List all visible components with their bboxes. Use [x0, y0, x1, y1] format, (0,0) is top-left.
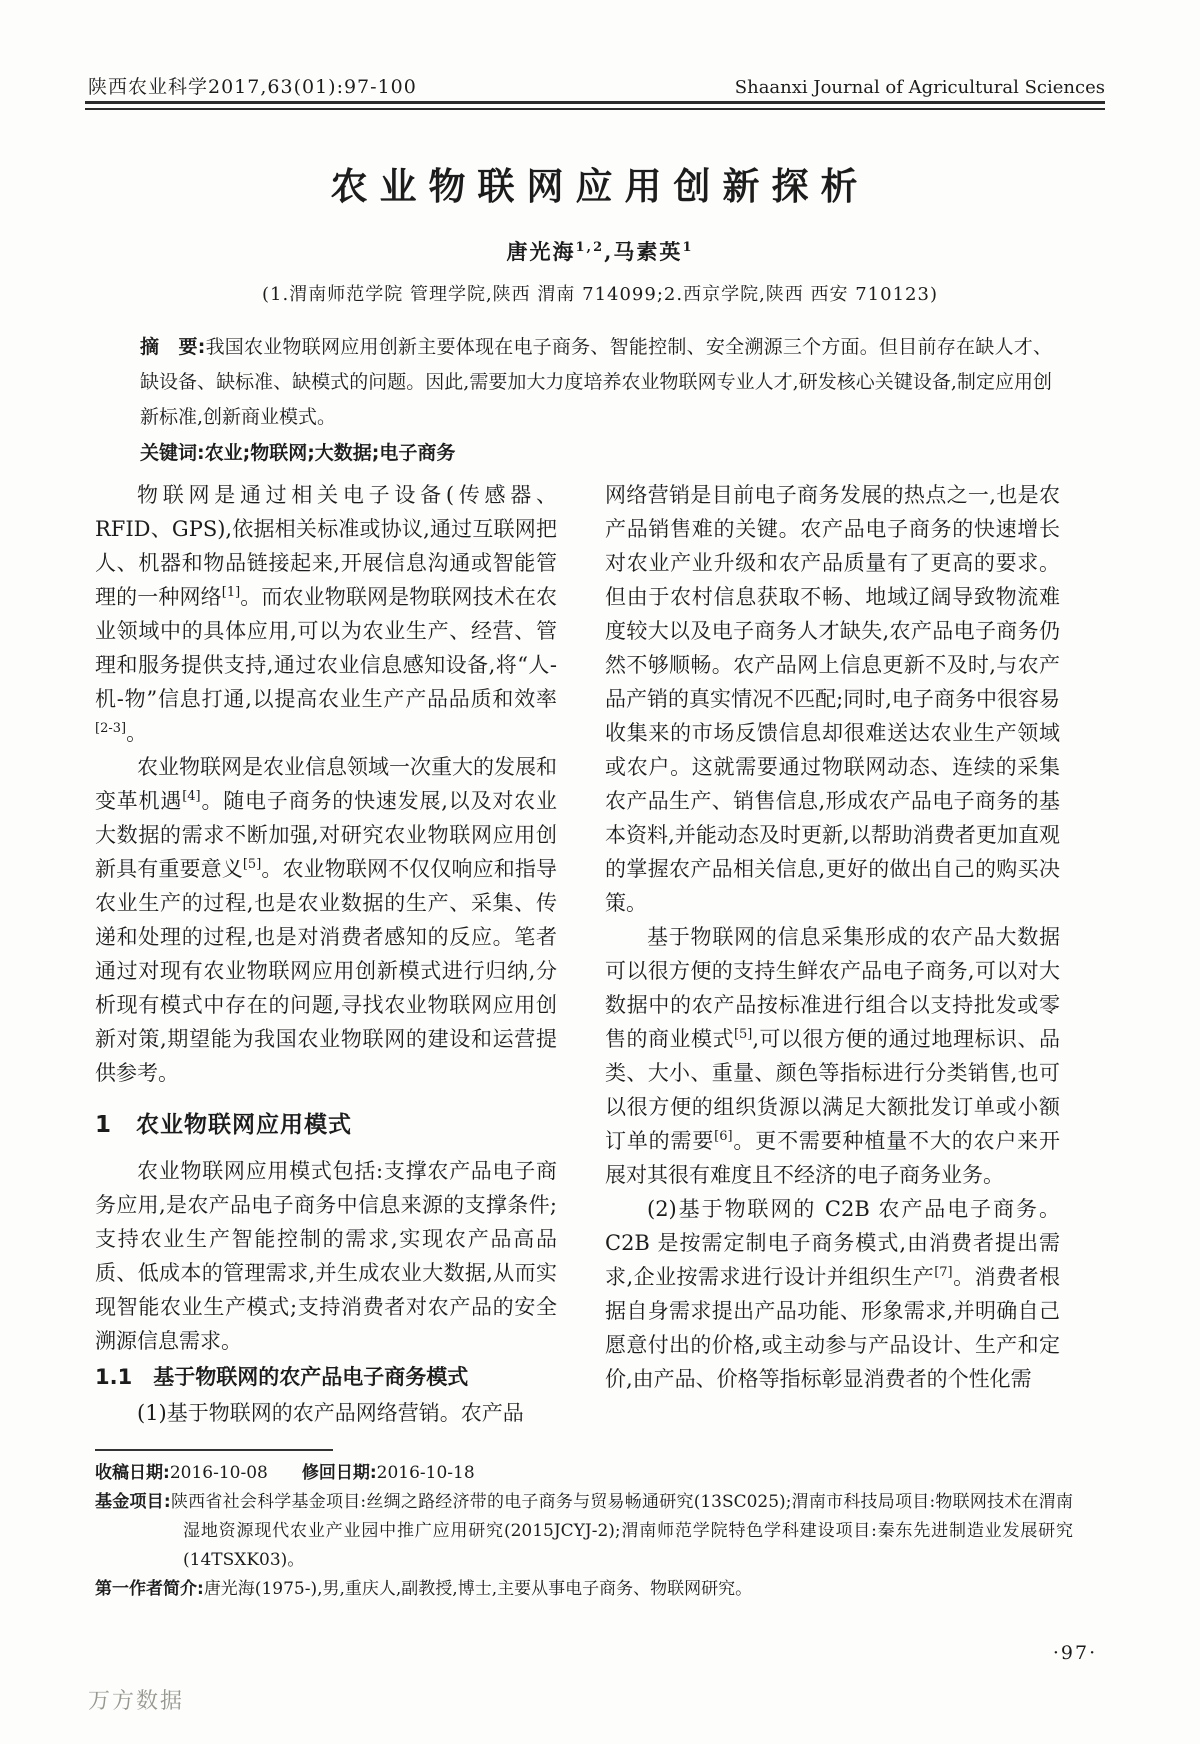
column-right [605, 478, 1060, 1430]
page-number: ·97· [1052, 1642, 1098, 1664]
text-run [268, 1463, 302, 1483]
reference-superscript: [7] [934, 1265, 953, 1280]
text-run: 2016-10-08 [169, 1463, 268, 1483]
footnote-label: 基金项目: [95, 1492, 171, 1512]
journal-citation-cn: 陕西农业科学2017,63(01):97-100 [88, 76, 417, 98]
keywords-line [140, 438, 1052, 465]
reference-superscript: [4] [182, 789, 201, 804]
text-run: 1.1 基于物联网的农产品电子商务模式 [95, 1365, 469, 1389]
abstract-label: 摘 要: [140, 336, 206, 358]
text-run: 。而农业物联网是物联网技术在农业领域中的具体应用,可以为农业生产、经营、管理和服务提供支持,通过农业信息感知设备,将“人-机-物”信息打通,以提高农业生产产品品质和效率 [95, 585, 558, 711]
paragraph [95, 1396, 557, 1430]
reference-superscript: [6] [714, 1129, 733, 1144]
paragraph [605, 478, 1060, 920]
text-run: 。随电子商务的快速发展,以及对农业大数据的需求不断加强,对研究农业物联网应用创新具有重要意义 [95, 789, 557, 881]
text-run: ,可以很方便的通过地理标识、品类、大小、重量、颜色等指标进行分类销售,也可以很方便的组织货源以满足大额批发订单或小额订单的需要 [605, 1027, 1060, 1153]
article-title: 农业物联网应用创新探析 [330, 164, 870, 208]
reference-superscript: [1] [221, 585, 241, 600]
text-run: 网络营销是目前电子商务发展的热点之一,也是农产品销售难的关键。农产品电子商务的快速增长对农业产业升级和农产品质量有了更高的要求。但由于农村信息获取不畅、地域辽阔导致物流难度较大以及电子商务人才缺失,农产品电子商务仍然不够顺畅。农产品网上信息更新不及时,与农产品产销的真实情况不匹配;同时,电子商务中很容易收集来的市场反馈信息却很难送达农业生产领域或农户。这就需要通过物联网动态、连续的采集农产品生产、销售信息,形成农产品电子商务的基本资料,并能动态及时更新,以帮助消费者更加直观的掌握农产品相关信息,更好的做出自己的购买决策。 [605, 483, 1060, 915]
paragraph [605, 1192, 1060, 1396]
text-run: 1 农业物联网应用模式 [95, 1112, 353, 1138]
text-run: 陕西省社会科学基金项目:丝绸之路经济带的电子商务与贸易畅通研究(13SC025);渭南市科技局项目:物联网技术在渭南湿地资源现代农业产业园中推广应用研究(2015JCYJ-2);渭南师范学院特色学科建设项目:秦东先进制造业发展研究(14TSXK03)。 [170, 1492, 1073, 1570]
keywords-text: 农业;物联网;大数据;电子商务 [204, 442, 456, 464]
keywords-label: 关键词: [140, 442, 205, 464]
text-run: 农业物联网是农业信息领域一次重大的发展和变革机遇 [95, 755, 557, 813]
footnote-row [95, 1459, 1073, 1488]
footnote-row [95, 1575, 1073, 1604]
reference-superscript: [2-3] [95, 721, 127, 736]
text-run: 物联网是通过相关电子设备(传感器、RFID、GPS),依据相关标准或协议,通过互联网把人、机器和物品链接起来,开展信息沟通或智能管理的一种网络 [95, 483, 557, 609]
footnote-label: 修回日期: [301, 1463, 377, 1483]
footnote-rule [95, 1449, 333, 1451]
text-run: (2)基于物联网的 C2B 农产品电子商务。C2B 是按需定制电子商务模式,由消费者提出需求,企业按需求进行设计并组织生产 [605, 1197, 1060, 1289]
text-run: 。 [126, 721, 148, 745]
reference-superscript: [5] [242, 857, 262, 872]
footnote-label: 收稿日期: [95, 1463, 170, 1483]
text-run: 。消费者根据自身需求提出产品功能、形象需求,并明确自己愿意付出的价格,或主动参与产品设计、生产和定价,由产品、价格等指标彰显消费者的个性化需 [605, 1265, 1060, 1391]
header-double-rule [85, 101, 1105, 110]
journal-title-en: Shaanxi Journal of Agricultural Sciences [734, 77, 1105, 98]
footnote-row [95, 1488, 1073, 1575]
body-columns [95, 478, 1060, 1430]
text-run: 。更不需要种植量不大的农户来开展对其很有难度且不经济的电子商务业务。 [605, 1129, 1061, 1187]
wanfang-watermark: 万方数据 [88, 1689, 185, 1714]
footnote-label: 第一作者简介: [95, 1579, 204, 1599]
section-heading [95, 1108, 557, 1142]
text-run: ,马素英 [604, 239, 683, 264]
text-run: (1)基于物联网的农产品网络营销。农产品 [137, 1401, 524, 1425]
paragraph [95, 750, 557, 1090]
affiliation-line: (1.渭南师范学院 管理学院,陕西 渭南 714099;2.西京学院,陕西 西安 710123) [262, 284, 938, 305]
authors-line [0, 236, 1200, 266]
paragraph [95, 478, 557, 750]
text-run: 农业物联网应用模式包括:支撑农产品电子商务应用,是农产品电子商务中信息来源的支撑条件;支持农业生产智能控制的需求,实现农产品高品质、低成本的管理需求,并生成农业大数据,从而实现智能农业生产模式;支持消费者对农产品的安全溯源信息需求。 [95, 1159, 557, 1353]
abstract-text: 我国农业物联网应用创新主要体现在电子商务、智能控制、安全溯源三个方面。但目前存在缺人才、缺设备、缺标准、缺模式的问题。因此,需要加大力度培养农业物联网专业人才,研发核心关键设备,制定应用创新标准,创新商业模式。 [140, 336, 1052, 428]
text-run: 唐光海(1975-),男,重庆人,副教授,博士,主要从事电子商务、物联网研究。 [203, 1579, 753, 1599]
reference-superscript: [5] [733, 1027, 753, 1042]
column-left [95, 478, 557, 1430]
paragraph [605, 920, 1060, 1192]
paragraph [95, 1154, 557, 1358]
subsection-heading [95, 1360, 557, 1394]
text-run: 2016-10-18 [376, 1463, 475, 1483]
footnotes-block [95, 1459, 1073, 1604]
abstract-block [140, 330, 1052, 435]
text-run: 基于物联网的信息采集形成的农产品大数据可以很方便的支持生鲜农产品电子商务,可以对大数据中的农产品按标准进行组合以支持批发或零售的商业模式 [605, 925, 1060, 1051]
text-run: 。农业物联网不仅仅响应和指导农业生产的过程,也是农业数据的生产、采集、传递和处理的过程,也是对消费者感知的反应。笔者通过对现有农业物联网应用创新模式进行归纳,分析现有模式中存在的问题,寻找农业物联网应用创新对策,期望能为我国农业物联网的建设和运营提供参考。 [95, 857, 557, 1085]
page-header [88, 72, 1105, 99]
reference-superscript: 1,2 [575, 240, 605, 255]
reference-superscript: 1 [682, 240, 694, 255]
text-run: 唐光海 [506, 239, 576, 264]
